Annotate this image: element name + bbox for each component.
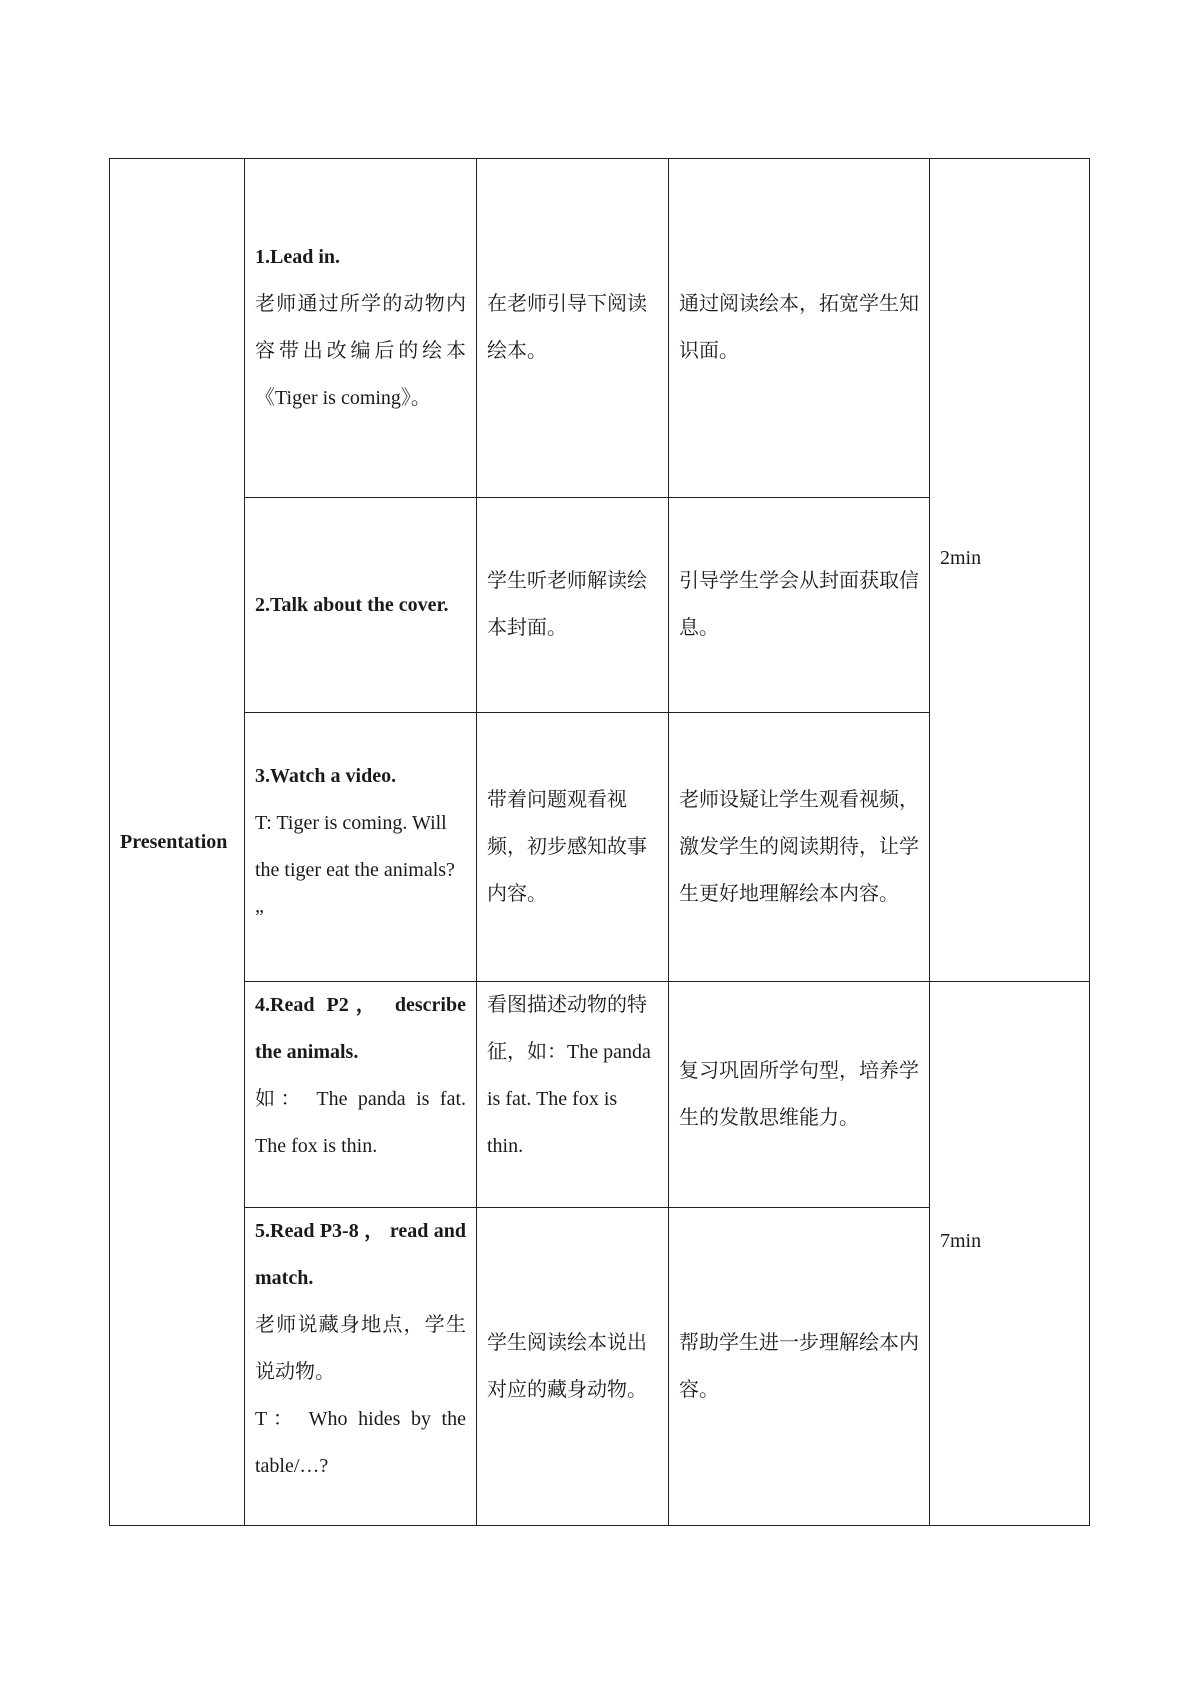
- table-row: [110, 982, 1090, 1208]
- teacher-activity-text: T： Who hides by the table/…?: [255, 1408, 466, 1477]
- task-title: 4.Read P2， describe the animals.: [255, 994, 466, 1063]
- student-activity-cell: [477, 982, 669, 1208]
- student-activity-text: 在老师引导下阅读绘本。: [487, 293, 647, 362]
- teacher-activity-cell: [245, 159, 477, 498]
- student-activity-cell: [477, 1208, 669, 1526]
- purpose-text: 帮助学生进一步理解绘本内容。: [679, 1331, 919, 1401]
- purpose-text: 复习巩固所学句型，培养学生的发散思维能力。: [679, 1059, 919, 1129]
- teacher-activity-cell: [245, 982, 477, 1208]
- purpose-cell: [669, 159, 930, 498]
- teacher-activity-text: 老师说藏身地点，学生说动物。: [255, 1314, 466, 1383]
- purpose-cell: [669, 498, 930, 713]
- purpose-text: 老师设疑让学生观看视频，激发学生的阅读期待，让学生更好地理解绘本内容。: [679, 788, 919, 905]
- lesson-plan-table: [109, 158, 1090, 1526]
- purpose-cell: [669, 1208, 930, 1526]
- teacher-activity-cell: [245, 713, 477, 982]
- time-label: 7min: [940, 1230, 982, 1252]
- student-activity-text: 看图描述动物的特征，如：The panda is fat. The fox is thin.: [487, 994, 651, 1157]
- task-title: 5.Read P3-8 ， read and match.: [255, 1220, 466, 1289]
- teacher-activity-cell: [245, 1208, 477, 1526]
- student-activity-text: 学生听老师解读绘本封面。: [487, 570, 647, 639]
- table-row: [110, 159, 1090, 498]
- stage-label: Presentation: [120, 830, 228, 853]
- time-cell: [930, 159, 1090, 982]
- teacher-activity-text: 如： The panda is fat. The fox is thin.: [255, 1088, 466, 1157]
- student-activity-cell: [477, 159, 669, 498]
- stage-cell: [110, 159, 245, 1526]
- time-label: 2min: [940, 546, 982, 569]
- student-activity-cell: [477, 498, 669, 713]
- teacher-activity-text: T: Tiger is coming. Will the tiger eat the animals? ”: [255, 812, 455, 928]
- student-activity-text: 带着问题观看视频，初步感知故事内容。: [487, 788, 647, 905]
- task-title: 2.Talk about the cover.: [255, 593, 449, 616]
- student-activity-cell: [477, 713, 669, 982]
- teacher-activity-text: 老师通过所学的动物内容带出改编后的绘本《Tiger is coming》。: [255, 293, 466, 409]
- task-title: 1.Lead in.: [255, 246, 341, 268]
- purpose-text: 通过阅读绘本，拓宽学生知识面。: [679, 293, 919, 362]
- purpose-cell: [669, 713, 930, 982]
- purpose-cell: [669, 982, 930, 1208]
- time-cell: [930, 982, 1090, 1526]
- student-activity-text: 学生阅读绘本说出对应的藏身动物。: [487, 1331, 647, 1401]
- task-title: 3.Watch a video.: [255, 765, 397, 787]
- teacher-activity-cell: [245, 498, 477, 713]
- purpose-text: 引导学生学会从封面获取信息。: [679, 570, 919, 639]
